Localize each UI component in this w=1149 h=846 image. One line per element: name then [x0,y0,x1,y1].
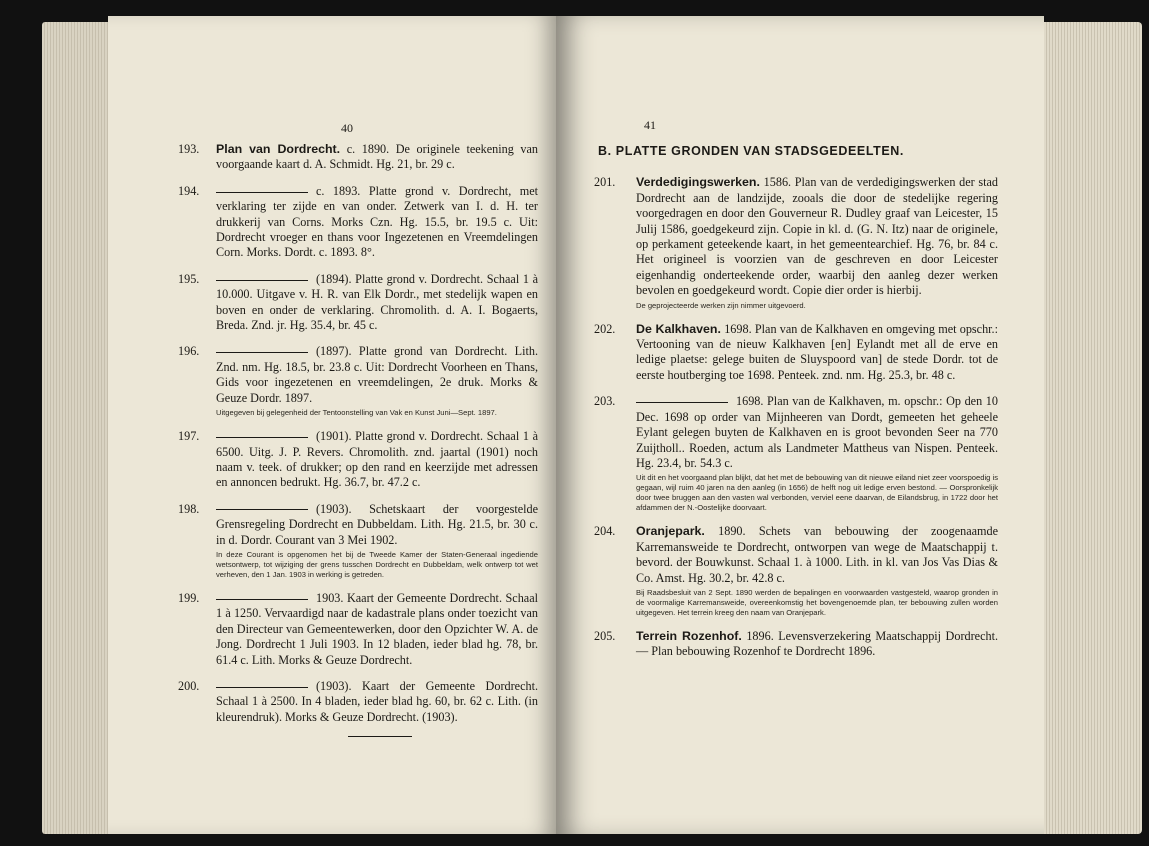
ditto-rule [636,402,728,403]
entry-text: (1903). Kaart der Gemeente Dordrecht. Schaal 1 à 2500. In 4 bladen, ieder blad hg. 60, br. 62 c. Lith. (in kleurendruk). Morks & Geuze Dordrecht. (1903). [216,678,538,724]
entry-note: Bij Raadsbesluit van 2 Sept. 1890 werden de bepalingen en voorwaarden vastgesteld, waarop gronden in de voormalige Karremansweide, overeenkomstig het bovengenoemde plan, ter bebouwing zullen worden uitgegeven. Het terrein kreeg den naam van Oranjepark. [636,587,998,617]
ditto-rule [216,509,308,510]
ditto-rule [216,687,308,688]
ditto-rule [216,437,308,438]
entry-text: (1903). Schetskaart der voorgestelde Grensregeling Dordrecht en Dubbeldam. Lith. Hg. 21.5, br. 30 c. in d. Dordr. Courant van 3 Mei 1902. [216,501,538,547]
left-column [178,142,538,737]
ditto-rule [216,599,308,600]
entry-heading: Plan van Dordrecht. [216,142,341,156]
catalog-entry [178,502,538,580]
entry-note: In deze Courant is opgenomen het bij de Tweede Kamer der Staten-Generaal ingediende wetsontwerp, tot wijziging der grens tusschen Dordrecht en Dubbeldam, welk ontwerp tot wet verheven, den 1 Jan. 1903 in werking is getreden. [216,549,538,579]
ditto-rule [216,192,308,193]
section-title: B. PLATTE GRONDEN VAN STADSGEDEELTEN. [598,144,905,158]
entry-number: 202. [594,321,616,336]
book-edge-right [1038,22,1142,834]
catalog-entry [178,344,538,418]
entry-number: 193. [178,142,200,156]
entry-text: 1890. Schets van bebouwing der zoogenaamde Karremansweide te Dordrecht, ontworpen van wege de Maatschappij t. bevord. der Bouwkunst. Schaal 1. à 1000. Lith. in kl. van Jos Vas Dias & Co. Amst. Hg. 30.2, br. 42.8 c. [636,524,998,585]
entry-number: 194. [178,183,200,198]
entry-heading: Terrein Rozenhof. [636,628,742,643]
right-page [556,16,1044,834]
catalog-entry [178,591,538,668]
catalog-entry [594,524,998,618]
entry-number: 201. [594,175,616,190]
catalog-entry [178,272,538,334]
entry-text: (1897). Platte grond van Dordrecht. Lith. Znd. nm. Hg. 18.5, br. 23.8 c. Uit: Dordrecht Voorheen en Thans, Gids voor ingezetenen en vreemdelingen, 2e druk. Morks & Geuze Dordr. 1897. [216,344,538,405]
entry-text: c. 1893. Platte grond v. Dordrecht, met verklaring ter zijde en van onder. Zetwerk van I. d. H. ter drukkerij van Corns. Morks Czn. Hg. 15.5, br. 19.5 c. Uit: Dordrecht vroeger en thans voor Ingezetenen en Vreemdelingen Corn. Morks. Dordt. c. 1893. 8°. [216,183,538,260]
entry-number: 197. [178,429,200,444]
ditto-rule [216,352,308,353]
ditto-rule [216,280,308,281]
catalog-entry [594,628,999,660]
entry-heading: Verdedigingswerken. [636,175,760,190]
catalog-entry [178,184,538,261]
entry-number: 203. [594,394,616,409]
entry-text: 1903. Kaart der Gemeente Dordrecht. Schaal 1 à 1250. Vervaardigd naar de kadastrale plans onder toezicht van den Directeur van Gemeentewerken, door den Opzichter W. A. de Jong. Dordrecht 1 Juli 1903. In 12 bladen, ieder blad hg. 78, br. 61.4 c. Lith. Morks & Geuze Dordrecht. [216,590,538,667]
catalog-entry [178,142,538,173]
entry-number: 196. [178,344,200,359]
entry-text: 1586. Plan van de verdedigingswerken der stad Dordrecht aan de landzijde, zooals die door de stedelijke regering voorgedragen en door den Gouverneur R. Dudley graaf van Leicester, 15 Julij 1586, goedgekeurd zijn. Copie in kl. d. (G. N. Itz) naar de originele, op perkament geteekende kaart, in het gemeentearchief. Hg. 76, br. 84 c. Het origineel is voorzien van de geschreven en door Leicester eigenhandig onderteekende order, waarbij den aanleg dezer werken bevolen en goedgekeurd wordt. Copie dier order is hierbij. [636,175,998,298]
entry-note: Uit dit en het voorgaand plan blijkt, dat het met de bebouwing van dit nieuwe eiland niet zeer voorspoedig is gegaan, wijl ruim 40 jaren na den aanleg (in 1656) de helft nog uit ledige erven bestond. — Oorspronkelijk door twee bruggen aan den vasten wal verbonden, verviel eene daarvan, de Eilandsbrug, in 1722 door het afdammen der N.-Oostelijke doorvaart. [636,473,998,513]
catalog-entry [594,175,998,310]
right-column [594,144,999,671]
entry-heading: De Kalkhaven. [636,321,721,336]
entry-text: 1698. Plan van de Kalkhaven en omgeving met opschr.: Vertooning van de nieuw Kalkhaven [en] Eylandt met all de erve en ledige plaetse: gelege buiten de Sluyspoord van] de stede Dordr. tot de eerste houtberging toe 1698. Penteek. znd. nm. Hg. 25.3, br. 48 c. [636,321,998,382]
catalog-entry [178,679,538,725]
entry-text: (1901). Platte grond v. Dordrecht. Schaal 1 à 6500. Uitg. J. P. Revers. Chromolith. znd. jaartal (1901) noch naam v. teek. of drukker; op den rand en keerzijde met adressen en annoncen bedrukt. Hg. 36.7, br. 47.2 c. [216,429,538,490]
catalog-entry [178,429,538,491]
entry-number: 195. [178,271,200,286]
catalog-entry [594,394,998,513]
page-number: 40 [341,121,353,135]
book-edge-left [42,22,112,834]
page-number: 41 [644,118,656,132]
catalog-entry [594,321,998,384]
entry-heading: Oranjepark. [636,524,705,539]
entry-number: 198. [178,501,200,516]
entry-text: 1698. Plan van de Kalkhaven, m. opschr.: Op den 10 Dec. 1698 op order van Mijnheeren van Dordt, gemeeten het geheele Eylant gelegen buyten de Kalkhaven en is groot bevonden Seer na 770 Zuijtholl.. Roeden, actum als Landmeter Mattheus van Nispen. Penteek. Hg. 23.4, br. 54.3 c. [636,394,998,470]
entry-number: 204. [594,524,616,539]
entry-note: Uitgegeven bij gelegenheid der Tentoonstelling van Vak en Kunst Juni—Sept. 1897. [216,408,497,418]
entry-note: De geprojecteerde werken zijn nimmer uitgevoerd. [636,300,806,310]
entry-number: 205. [594,628,616,643]
entry-text: (1894). Platte grond v. Dordrecht. Schaal 1 à 10.000. Uitgave v. H. R. van Elk Dordr., met stedelijk wapen en boven en onder de verklaring. Chromolith. d. A. I. Bogaerts, Breda. Znd. jr. Hg. 35.4, br. 45 c. [216,271,538,333]
entry-number: 199. [178,590,200,605]
entry-text: 1896. Levensverzekering Maatschappij Dordrecht. — Plan bebouwing Rozenhof te Dordrecht 1896. [636,628,999,659]
end-rule [348,736,412,737]
entry-number: 200. [178,678,200,693]
left-page [108,16,556,834]
entry-text: c. 1890. De originele teekening van voorgaande kaart d. A. Schmidt. Hg. 21, br. 29 c. [216,142,538,172]
